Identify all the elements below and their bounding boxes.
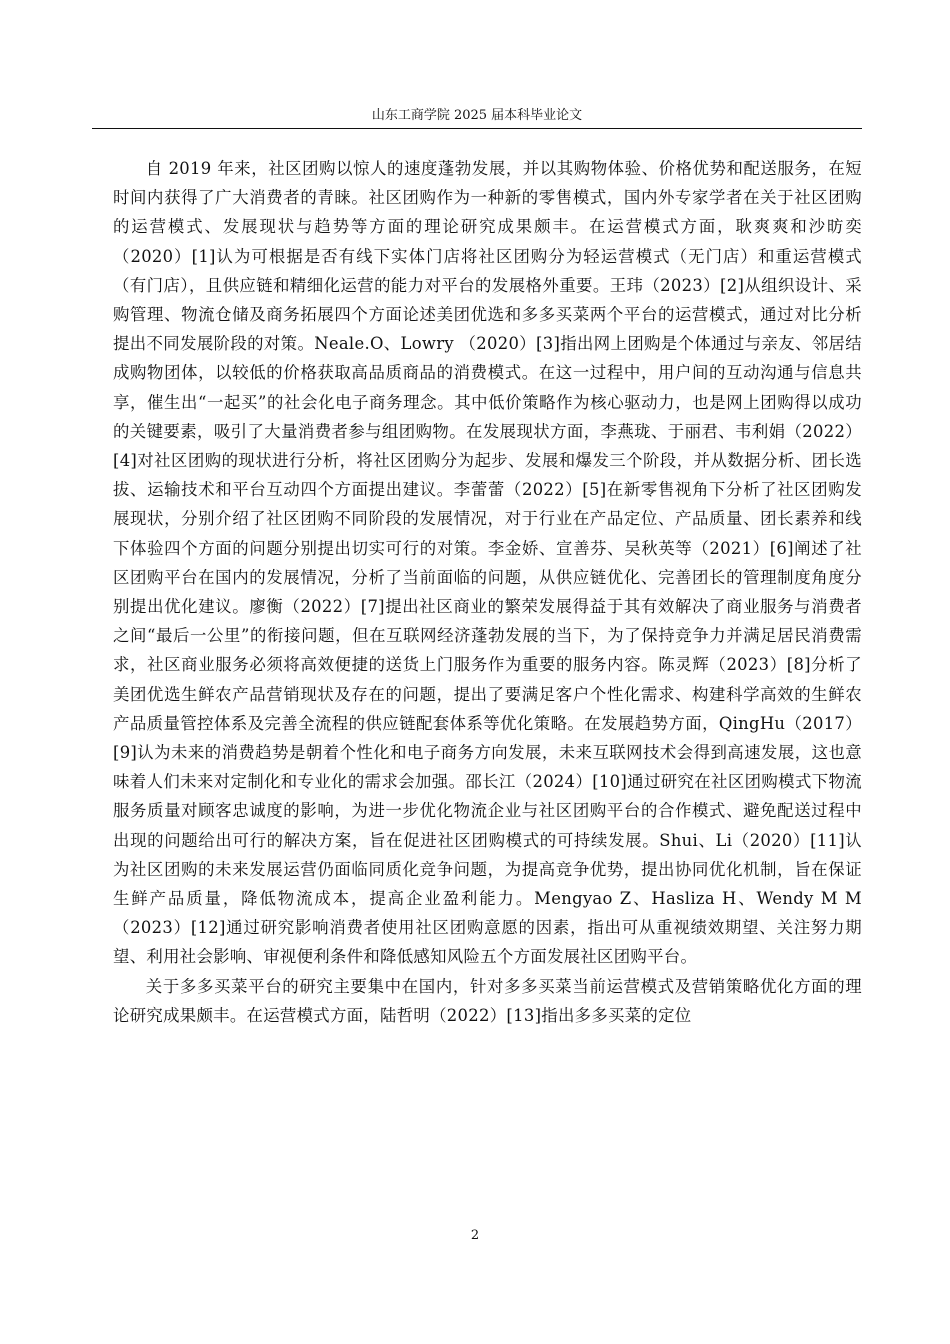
paragraph-1: 自 2019 年来，社区团购以惊人的速度蓬勃发展，并以其购物体验、价格优势和配送服务，在短时间内获得了广大消费者的青睐。社区团购作为一种新的零售模式，国内外专家学者在关于社区团购的运营模式、发展现状与趋势等方面的理论研究成果颇丰。在运营模式方面，耿爽爽和沙昉奕（2020）[1]认为可根据是否有线下实体门店将社区团购分为轻运营模式（无门店）和重运营模式（有门店），且供应链和精细化运营的能力对平台的发展格外重要。王玮（2023）[2]从组织设计、采购管理、物流仓储及商务拓展四个方面论述美团优选和多多买菜两个平台的运营模式，通过对比分析提出不同发展阶段的对策。Neale.O、Lowry （2020）[3]指出网上团购是个体通过与亲友、邻居结成购物团体，以较低的价格获取高品质商品的消费模式。在这一过程中，用户间的互动沟通与信息共享，催生出“一起买”的社会化电子商务理念。其中低价策略作为核心驱动力，也是网上团购得以成功的关键要素，吸引了大量消费者参与组团购物。在发展现状方面，李燕珑、于丽君、韦利娟（2022）[4]对社区团购的现状进行分析，将社区团购分为起步、发展和爆发三个阶段，并从数据分析、团长选拔、运输技术和平台互动四个方面提出建议。李蕾蕾（2022）[5]在新零售视角下分析了社区团购发展现状，分别介绍了社区团购不同阶段的发展情况，对于行业在产品定位、产品质量、团长素养和线下体验四个方面的问题分别提出切实可行的对策。李金娇、宣善芬、吴秋英等（2021）[6]阐述了社区团购平台在国内的发展情况，分析了当前面临的问题，从供应链优化、完善团长的管理制度角度分别提出优化建议。廖衡（2022）[7]提出社区商业的繁荣发展得益于其有效解决了商业服务与消费者之间“最后一公里”的衔接问题，但在互联网经济蓬勃发展的当下，为了保持竞争力并满足居民消费需求，社区商业服务必须将高效便捷的送货上门服务作为重要的服务内容。陈灵辉（2023）[8]分析了美团优选生鲜农产品营销现状及存在的问题，提出了要满足客户个性化需求、构建科学高效的生鲜农产品质量管控体系及完善全流程的供应链配套体系等优化策略。在发展趋势方面，QingHu（2017）[9]认为未来的消费趋势是朝着个性化和电子商务方向发展，未来互联网技术会得到高速发展，这也意味着人们未来对定制化和专业化的需求会加强。邵长江（2024）[10]通过研究在社区团购模式下物流服务质量对顾客忠诚度的影响，为进一步优化物流企业与社区团购平台的合作模式、避免配送过程中出现的问题给出可行的解决方案，旨在促进社区团购模式的可持续发展。Shui、Li（2020）[11]认为社区团购的未来发展运营仍面临同质化竞争问题，为提高竞争优势，提出协同优化机制，旨在保证生鲜产品质量，降低物流成本，提高企业盈利能力。Mengyao Z、Hasliza H、Wendy M M（2023）[12]通过研究影响消费者使用社区团购意愿的因素，指出可从重视绩效期望、关注努力期望、利用社会影响、审视便利条件和降低感知风险五个方面发展社区团购平台。: [113, 159, 862, 967]
header-rule: [92, 128, 862, 129]
paragraph-2: 关于多多买菜平台的研究主要集中在国内，针对多多买菜当前运营模式及营销策略优化方面的理论研究成果颇丰。在运营模式方面，陆哲明（2022）[13]指出多多买菜的定位: [113, 976, 862, 1025]
body-text: [113, 154, 862, 1030]
running-header: 山东工商学院 2025 届本科毕业论文: [371, 108, 583, 123]
page-number: 2: [470, 1228, 480, 1243]
